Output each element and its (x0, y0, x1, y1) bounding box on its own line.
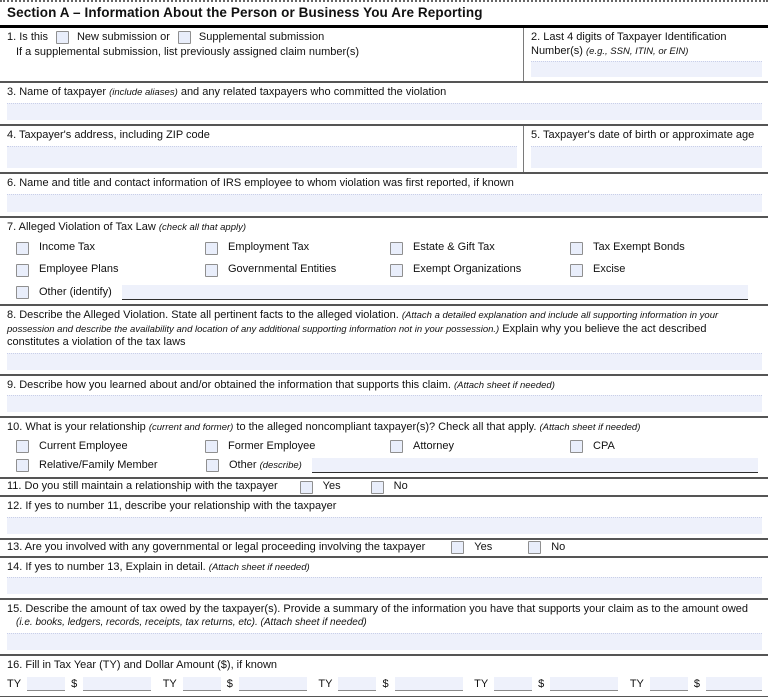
row-item-8 (0, 306, 768, 376)
tax-year-input-4[interactable] (494, 677, 532, 691)
item-16-label: 16. Fill in Tax Year (TY) and Dollar Amount ($), if known (7, 658, 278, 671)
new-submission-label: New submission or (76, 30, 170, 43)
other-violation-checkbox[interactable] (16, 286, 29, 299)
former-employee-label: Former Employee (228, 439, 316, 452)
proceeding-detail-input[interactable] (7, 577, 762, 594)
attorney-label: Attorney (413, 439, 454, 452)
dob-age-input[interactable] (531, 146, 762, 168)
item-2-label: 2. Last 4 digits of Taxpayer Identification Number(s) (e.g., SSN, ITIN, or EIN) (531, 30, 727, 57)
ty-group-2 (163, 677, 307, 691)
tax-year-amount-row (7, 677, 762, 692)
other-violation-label: Other (identify) (39, 285, 112, 298)
legal-proceeding-no-label: No (551, 540, 566, 553)
attorney-checkbox[interactable] (390, 440, 403, 453)
relationship-checkbox-grid (7, 440, 762, 454)
ty-label-2: TY (162, 677, 177, 690)
row-item-13 (0, 540, 768, 558)
tax-year-input-1[interactable] (27, 677, 65, 691)
row-item-11 (0, 479, 768, 497)
employee-plans-label: Employee Plans (39, 263, 119, 276)
row-item-6 (0, 174, 768, 218)
exempt-organizations-checkbox[interactable] (390, 264, 403, 277)
other-relationship-label: Other (describe) (229, 459, 302, 471)
item-5-cell (523, 126, 768, 172)
row-items-1-2 (0, 28, 768, 84)
item-13-label: 13. Are you involved with any governmental or legal proceeding involving the taxpayer (7, 540, 426, 553)
ty-label-1: TY (7, 677, 22, 690)
item-4-label: 4. Taxpayer's address, including ZIP code (7, 129, 210, 142)
employment-tax-label: Employment Tax (228, 241, 310, 254)
item-10-label: 10. What is your relationship (current and former) to the alleged noncompliant taxpayer(s)? Check all that apply. (Attach sheet if needed) (7, 420, 641, 433)
other-violation-input[interactable] (122, 285, 748, 300)
dollar-label-2: $ (226, 677, 233, 690)
how-learned-input[interactable] (7, 395, 762, 412)
tax-exempt-bonds-checkbox[interactable] (570, 242, 583, 255)
supplemental-submission-checkbox[interactable] (178, 31, 191, 44)
dollar-label-3: $ (382, 677, 389, 690)
excise-label: Excise (593, 263, 626, 276)
former-employee-checkbox[interactable] (205, 440, 218, 453)
tax-year-input-2[interactable] (183, 677, 221, 691)
item-3-label: 3. Name of taxpayer (include aliases) and any related taxpayers who committed the violation (7, 86, 447, 99)
current-employee-checkbox[interactable] (16, 440, 29, 453)
ty-group-3 (318, 677, 462, 691)
current-employee-label: Current Employee (39, 439, 128, 452)
dollar-label-5: $ (693, 677, 700, 690)
row-item-15 (0, 600, 768, 655)
dollar-label-4: $ (538, 677, 545, 690)
tax-exempt-bonds-label: Tax Exempt Bonds (593, 241, 685, 254)
item-5-label: 5. Taxpayer's date of birth or approximate age (531, 129, 755, 142)
item-7-label: 7. Alleged Violation of Tax Law (check all that apply) (7, 220, 246, 233)
ty-label-4: TY (474, 677, 489, 690)
excise-checkbox[interactable] (570, 264, 583, 277)
violation-checkbox-grid (7, 241, 762, 277)
maintain-relationship-yes-checkbox[interactable] (300, 481, 313, 494)
irs-employee-input[interactable] (7, 194, 762, 212)
legal-proceeding-yes-checkbox[interactable] (451, 541, 464, 554)
maintain-relationship-no-label: No (393, 480, 408, 493)
relationship-description-input[interactable] (7, 517, 762, 534)
income-tax-checkbox[interactable] (16, 242, 29, 255)
legal-proceeding-no-checkbox[interactable] (528, 541, 541, 554)
row-item-3 (0, 83, 768, 126)
tin-last4-input[interactable] (531, 61, 762, 77)
item-1-line2: If a supplemental submission, list previously assigned claim number(s) (16, 45, 359, 58)
item-12-label: 12. If yes to number 11, describe your relationship with the taxpayer (7, 500, 337, 513)
violation-description-input[interactable] (7, 353, 762, 370)
ty-group-4 (474, 677, 618, 691)
ty-label-5: TY (629, 677, 644, 690)
employment-tax-checkbox[interactable] (205, 242, 218, 255)
maintain-relationship-yes-label: Yes (322, 480, 341, 493)
income-tax-label: Income Tax (39, 241, 96, 254)
cpa-label: CPA (593, 439, 615, 452)
ty-group-1 (7, 677, 151, 691)
tax-year-input-3[interactable] (338, 677, 376, 691)
ty-group-5 (630, 677, 762, 691)
other-relationship-checkbox[interactable] (206, 459, 219, 472)
item-8-label: 8. Describe the Alleged Violation. State all pertinent facts to the alleged violation. (Attach a detailed explanation and include all supporting information in your possession and describe the availability and location of any additional supporting information not in your possession.) Explain why you believe the act described constitutes a violation of the tax laws (7, 308, 719, 349)
dollar-amount-input-4[interactable] (550, 677, 618, 691)
dollar-amount-input-2[interactable] (239, 677, 307, 691)
governmental-entities-label: Governmental Entities (228, 263, 337, 276)
item-4-cell (0, 126, 523, 172)
ty-label-3: TY (318, 677, 333, 690)
new-submission-checkbox[interactable] (56, 31, 69, 44)
tax-owed-input[interactable] (7, 633, 762, 650)
item-15-label-line2: (i.e. books, ledgers, records, receipts, tax returns, etc). (Attach sheet if needed) (16, 617, 367, 629)
supplemental-submission-label: Supplemental submission (198, 30, 325, 43)
item-9-label: 9. Describe how you learned about and/or obtained the information that supports this claim. (Attach sheet if needed) (7, 379, 555, 392)
estate-gift-tax-checkbox[interactable] (390, 242, 403, 255)
exempt-organizations-label: Exempt Organizations (413, 263, 522, 276)
row-item-14 (0, 558, 768, 601)
item-1-lead: 1. Is this (7, 30, 48, 43)
estate-gift-tax-label: Estate & Gift Tax (413, 241, 495, 254)
row-item-7 (0, 218, 768, 306)
dollar-amount-input-1[interactable] (83, 677, 151, 691)
item-14-label: 14. If yes to number 13, Explain in detail. (Attach sheet if needed) (7, 560, 310, 573)
dollar-amount-input-3[interactable] (395, 677, 463, 691)
cpa-checkbox[interactable] (570, 440, 583, 453)
relative-family-checkbox[interactable] (16, 459, 29, 472)
item-11-label: 11. Do you still maintain a relationship with the taxpayer (7, 480, 278, 493)
maintain-relationship-no-checkbox[interactable] (371, 481, 384, 494)
item-7-other-row (7, 285, 762, 300)
row-items-4-5 (0, 126, 768, 174)
row-item-16 (0, 656, 768, 697)
governmental-entities-checkbox[interactable] (205, 264, 218, 277)
taxpayer-address-input[interactable] (7, 146, 517, 168)
dollar-amount-input-5[interactable] (706, 677, 762, 691)
row-item-9 (0, 376, 768, 418)
item-10-other-row (7, 458, 762, 473)
employee-plans-checkbox[interactable] (16, 264, 29, 277)
section-title: Section A – Information About the Person or Business You Are Reporting (0, 2, 768, 28)
row-item-12 (0, 497, 768, 540)
item-15-label-line1: 15. Describe the amount of tax owed by the taxpayer(s). Provide a summary of the information you have that supports your claim as to the amount owed (7, 603, 749, 616)
other-relationship-input[interactable] (312, 458, 758, 473)
item-2-cell (523, 28, 768, 82)
dollar-label-1: $ (71, 677, 78, 690)
taxpayer-name-input[interactable] (7, 103, 762, 120)
tax-year-input-5[interactable] (650, 677, 688, 691)
item-6-label: 6. Name and title and contact information of IRS employee to whom violation was first reported, if known (7, 176, 514, 189)
relative-family-label: Relative/Family Member (39, 459, 158, 471)
row-item-10 (0, 418, 768, 480)
item-1-cell (0, 28, 523, 82)
legal-proceeding-yes-label: Yes (474, 540, 493, 553)
